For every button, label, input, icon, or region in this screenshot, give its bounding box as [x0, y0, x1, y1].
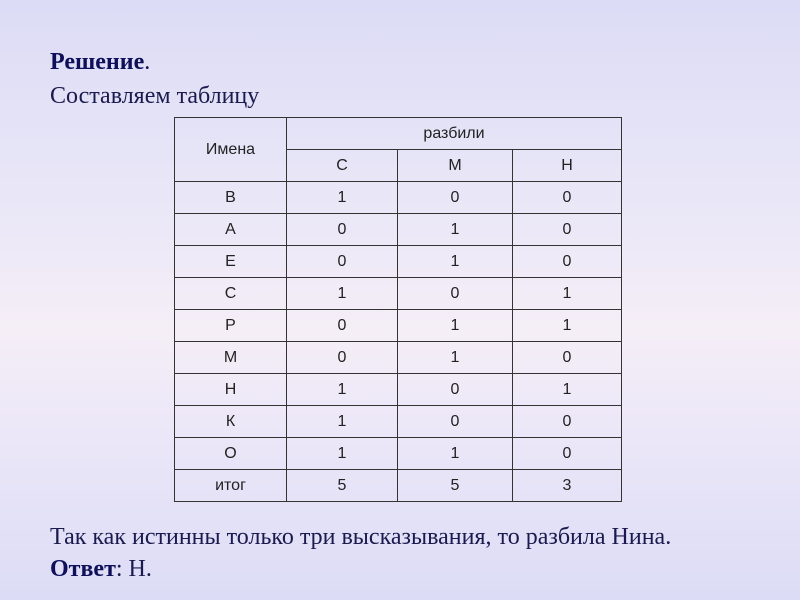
- table-row: [175, 246, 622, 278]
- value-cell: 1: [398, 438, 513, 470]
- value-cell: 1: [287, 406, 398, 438]
- row-name-cell: Н: [175, 374, 287, 406]
- row-name-cell: Р: [175, 310, 287, 342]
- value-cell: 0: [513, 246, 622, 278]
- total-value-cell: 5: [287, 470, 398, 502]
- conclusion-text: Так как истинны только три высказывания, то разбила Нина.: [50, 524, 672, 550]
- value-cell: 1: [513, 310, 622, 342]
- value-cell: 1: [398, 310, 513, 342]
- table-total-row: [175, 470, 622, 502]
- solution-title: Решение: [50, 49, 145, 75]
- table-row: [175, 278, 622, 310]
- table-row: [175, 374, 622, 406]
- answer-line: [50, 553, 152, 585]
- table-header-row: [175, 118, 622, 150]
- value-cell: 1: [398, 214, 513, 246]
- subheader-n: Н: [513, 150, 622, 182]
- value-cell: 0: [287, 310, 398, 342]
- subheader-m: М: [398, 150, 513, 182]
- row-name-cell: А: [175, 214, 287, 246]
- row-name-cell: В: [175, 182, 287, 214]
- row-name-cell: Е: [175, 246, 287, 278]
- row-name-cell: О: [175, 438, 287, 470]
- answer-value: Н.: [122, 556, 152, 582]
- value-cell: 1: [287, 182, 398, 214]
- names-column-header: Имена: [175, 118, 287, 182]
- answer-colon: :: [115, 556, 123, 582]
- total-value-cell: 5: [398, 470, 513, 502]
- row-name-cell: М: [175, 342, 287, 374]
- table-row: [175, 214, 622, 246]
- value-cell: 0: [513, 406, 622, 438]
- value-cell: 1: [287, 374, 398, 406]
- row-name-cell: К: [175, 406, 287, 438]
- value-cell: 0: [398, 278, 513, 310]
- table-row: [175, 310, 622, 342]
- value-cell: 1: [513, 278, 622, 310]
- value-cell: 1: [287, 438, 398, 470]
- value-cell: 0: [513, 438, 622, 470]
- table-row: [175, 342, 622, 374]
- row-name-cell: С: [175, 278, 287, 310]
- value-cell: 1: [287, 278, 398, 310]
- value-cell: 0: [513, 214, 622, 246]
- subheader-s: С: [287, 150, 398, 182]
- value-cell: 1: [398, 342, 513, 374]
- value-cell: 0: [398, 406, 513, 438]
- value-cell: 0: [287, 246, 398, 278]
- table-row: [175, 182, 622, 214]
- solution-heading: [50, 46, 150, 78]
- value-cell: 0: [287, 342, 398, 374]
- table-row: [175, 406, 622, 438]
- total-value-cell: 3: [513, 470, 622, 502]
- table-row: [175, 438, 622, 470]
- value-cell: 0: [287, 214, 398, 246]
- value-cell: 1: [513, 374, 622, 406]
- value-cell: 0: [398, 374, 513, 406]
- broke-group-header: разбили: [287, 118, 622, 150]
- solution-title-dot: .: [144, 49, 151, 75]
- value-cell: 0: [513, 182, 622, 214]
- answer-label: Ответ: [50, 556, 116, 582]
- total-label-cell: итог: [175, 470, 287, 502]
- truth-table: [174, 117, 622, 502]
- value-cell: 1: [398, 246, 513, 278]
- value-cell: 0: [513, 342, 622, 374]
- value-cell: 0: [398, 182, 513, 214]
- table-intro-text: Составляем таблицу: [50, 83, 260, 109]
